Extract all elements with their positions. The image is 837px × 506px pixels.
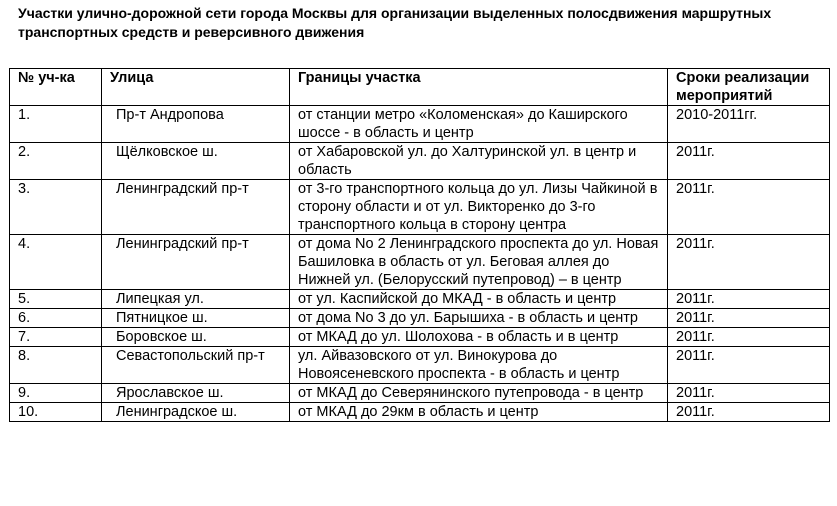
table-row xyxy=(10,403,830,422)
document-title: Участки улично-дорожной сети города Москвы для организации выделенных полосдвижения маршрутных транспортных средств и реверсивного движения xyxy=(18,5,772,40)
cell-bounds: от 3-го транспортного кольца до ул. Лизы Чайкиной в сторону области и от ул. Викторенко до 3-го транспортного кольца в сторону центра xyxy=(290,180,668,235)
cell-deadline: 2011г. xyxy=(668,143,830,180)
cell-deadline: 2011г. xyxy=(668,384,830,403)
cell-number: 1. xyxy=(10,106,102,143)
street-sections-table xyxy=(9,68,830,422)
cell-bounds: ул. Айвазовского от ул. Винокурова до Новоясеневского проспекта - в область и центр xyxy=(290,347,668,384)
cell-deadline: 2010-2011гг. xyxy=(668,106,830,143)
cell-street: Севастопольский пр-т xyxy=(102,347,290,384)
table-row xyxy=(10,180,830,235)
table-row xyxy=(10,384,830,403)
cell-number: 8. xyxy=(10,347,102,384)
cell-bounds: от станции метро «Коломенская» до Каширского шоссе - в область и центр xyxy=(290,106,668,143)
cell-deadline: 2011г. xyxy=(668,180,830,235)
cell-deadline: 2011г. xyxy=(668,235,830,290)
cell-deadline: 2011г. xyxy=(668,309,830,328)
cell-number: 7. xyxy=(10,328,102,347)
cell-street: Ленинградское ш. xyxy=(102,403,290,422)
cell-number: 2. xyxy=(10,143,102,180)
table-row xyxy=(10,347,830,384)
cell-number: 9. xyxy=(10,384,102,403)
header-deadline: Сроки реализации мероприятий xyxy=(668,69,830,106)
table-row xyxy=(10,290,830,309)
cell-bounds: от МКАД до Северянинского путепровода - в центр xyxy=(290,384,668,403)
table-row xyxy=(10,309,830,328)
table-header-row xyxy=(10,69,830,106)
table-row xyxy=(10,328,830,347)
header-street: Улица xyxy=(102,69,290,106)
cell-street: Щёлковское ш. xyxy=(102,143,290,180)
table-row xyxy=(10,235,830,290)
cell-street: Ленинградский пр-т xyxy=(102,235,290,290)
cell-street: Ярославское ш. xyxy=(102,384,290,403)
cell-street: Боровское ш. xyxy=(102,328,290,347)
cell-bounds: от дома No 2 Ленинградского проспекта до ул. Новая Башиловка в область от ул. Беговая аллея до Нижней ул. (Белорусский путепровод) – в центр xyxy=(290,235,668,290)
table-row xyxy=(10,106,830,143)
table-row xyxy=(10,143,830,180)
cell-number: 4. xyxy=(10,235,102,290)
cell-deadline: 2011г. xyxy=(668,347,830,384)
cell-number: 10. xyxy=(10,403,102,422)
cell-bounds: от дома No 3 до ул. Барышиха - в область и центр xyxy=(290,309,668,328)
cell-street: Липецкая ул. xyxy=(102,290,290,309)
cell-street: Пятницкое ш. xyxy=(102,309,290,328)
cell-street: Ленинградский пр-т xyxy=(102,180,290,235)
cell-bounds: от МКАД до ул. Шолохова - в область и в центр xyxy=(290,328,668,347)
cell-deadline: 2011г. xyxy=(668,290,830,309)
header-section-number: № уч-ка xyxy=(10,69,102,106)
cell-bounds: от ул. Каспийской до МКАД - в область и центр xyxy=(290,290,668,309)
cell-number: 3. xyxy=(10,180,102,235)
cell-number: 5. xyxy=(10,290,102,309)
cell-bounds: от Хабаровской ул. до Халтуринской ул. в центр и область xyxy=(290,143,668,180)
cell-deadline: 2011г. xyxy=(668,403,830,422)
cell-number: 6. xyxy=(10,309,102,328)
cell-bounds: от МКАД до 29км в область и центр xyxy=(290,403,668,422)
cell-street: Пр-т Андропова xyxy=(102,106,290,143)
cell-deadline: 2011г. xyxy=(668,328,830,347)
header-section-bounds: Границы участка xyxy=(290,69,668,106)
